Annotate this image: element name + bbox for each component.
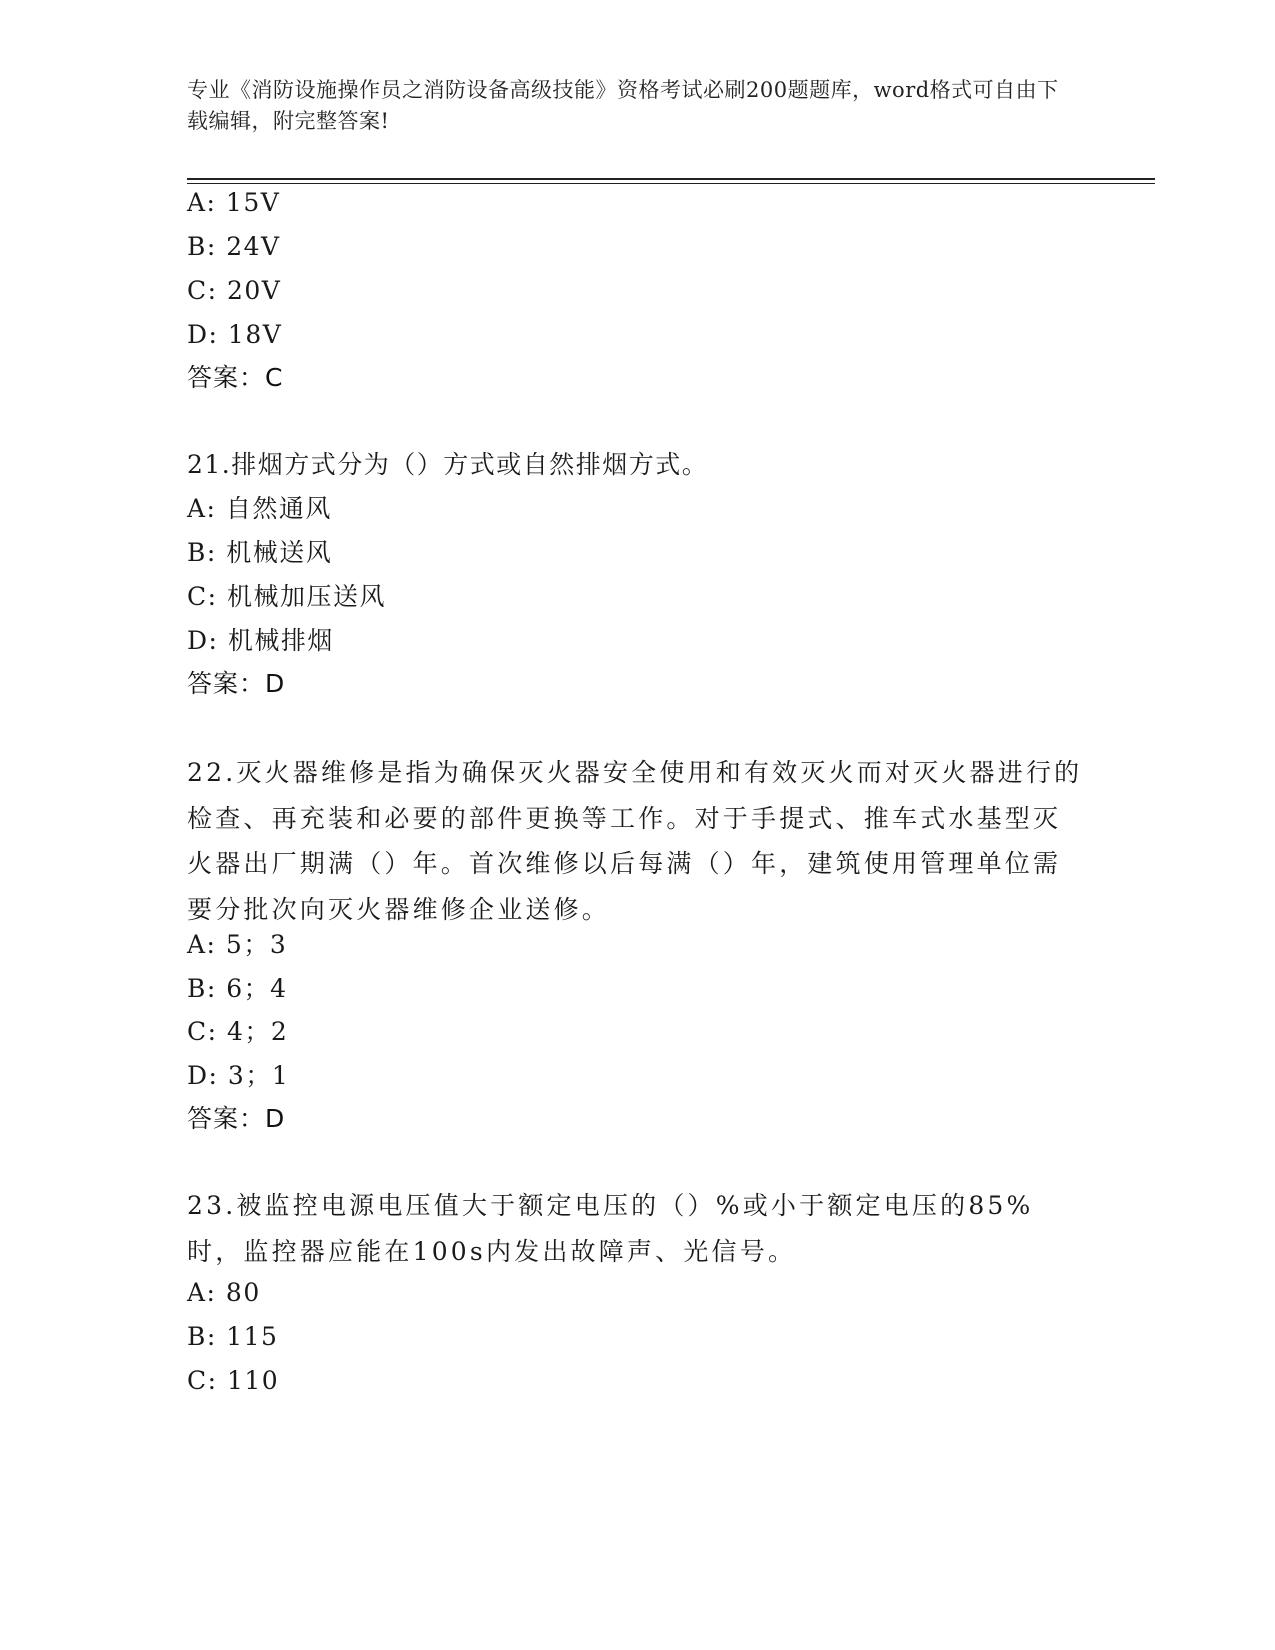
q22-question: 22.灭火器维修是指为确保灭火器安全使用和有效灭火而对灭火器进行的检查、再充装和必要的部件更换等工作。对于手提式、推车式水基型灭火器出厂期满（）年。首次维修以后每满（）年，建筑使用管理单位需要分批次向灭火器维修企业送修。 (187, 758, 1083, 924)
q20-option-b: B: 24V (187, 232, 281, 261)
header-divider-thin (187, 183, 1155, 184)
q23-question: 23.被监控电源电压值大于额定电压的（）%或小于额定电压的85%时，监控器应能在100s内发出故障声、光信号。 (187, 1191, 1034, 1266)
q23-option-c: C: 110 (187, 1366, 280, 1395)
q20-answer: 答案：C (187, 363, 284, 392)
document-header: 专业《消防设施操作员之消防设备高级技能》资格考试必刷200题题库，word格式可自由下载编辑，附完整答案! (187, 78, 1059, 133)
q20-option-a: A: 15V (187, 188, 281, 217)
q22-option-c: C: 4；2 (187, 1017, 289, 1046)
q21-option-c: C: 机械加压送风 (187, 582, 386, 611)
q20-option-d: D: 18V (187, 320, 283, 349)
q22-option-b: B: 6；4 (187, 974, 288, 1003)
q22-option-d: D: 3；1 (187, 1061, 290, 1090)
q21-option-a: A: 自然通风 (187, 494, 332, 523)
q23-option-a: A: 80 (187, 1278, 261, 1307)
q20-option-c: C: 20V (187, 276, 282, 305)
q21-option-b: B: 机械送风 (187, 538, 333, 567)
q21-option-d: D: 机械排烟 (187, 626, 334, 655)
q21-answer: 答案：D (187, 669, 286, 698)
q22-option-a: A: 5；3 (187, 930, 288, 959)
q22-answer: 答案：D (187, 1104, 286, 1133)
header-divider (187, 178, 1155, 180)
q23-option-b: B: 115 (187, 1322, 279, 1351)
q21-question: 21.排烟方式分为（）方式或自然排烟方式。 (187, 450, 709, 479)
